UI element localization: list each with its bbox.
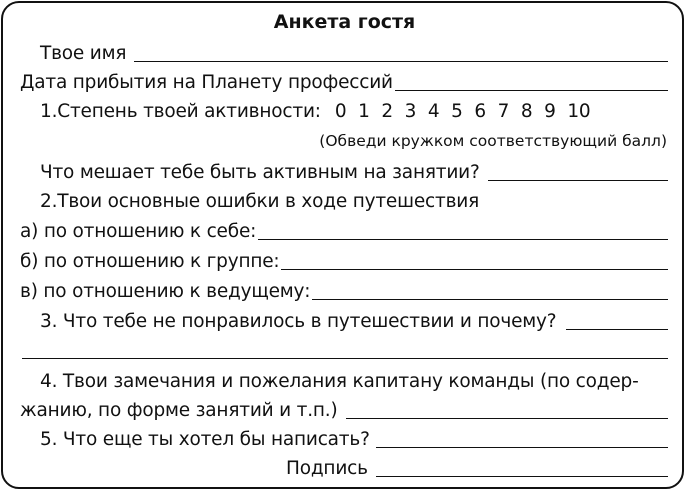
- activity-row: [40, 100, 668, 124]
- mistakes-group-label: б) по отношению к группе:: [20, 251, 280, 272]
- remarks-question-line1: 4. Твои замечания и пожелания капитану команды (по содер-: [40, 371, 639, 392]
- activity-question: 1.Степень твоей активности:: [40, 101, 321, 122]
- arrival-label: Дата прибытия на Планету профессий: [20, 72, 393, 93]
- dislike-question: 3. Что тебе не понравилось в путешествии и почему?: [40, 311, 557, 332]
- signature-label: Подпись: [286, 458, 368, 479]
- arrival-date-field[interactable]: [395, 89, 668, 91]
- mistakes-question: 2.Твои основные ошибки в ходе путешествия: [40, 191, 480, 212]
- name-field[interactable]: [134, 60, 668, 62]
- mistakes-row: [40, 190, 668, 214]
- remarks-row-continued: [20, 399, 668, 423]
- extra-row: [40, 428, 668, 452]
- remarks-question-line2: жанию, по форме занятий и т.п.): [20, 400, 338, 421]
- dislike-field-continuation[interactable]: [22, 358, 668, 359]
- mistakes-group-row: [20, 250, 668, 274]
- obstacle-field[interactable]: [488, 179, 668, 181]
- remarks-field[interactable]: [346, 417, 668, 419]
- form-title: Анкета гостя: [273, 11, 416, 33]
- extra-question: 5. Что еще ты хотел бы написать?: [40, 429, 370, 450]
- mistakes-group-field[interactable]: [281, 268, 668, 270]
- name-row: [40, 42, 668, 66]
- activity-instruction-note: (Обведи кружком соответствующий балл): [319, 132, 667, 150]
- arrival-row: [20, 71, 668, 95]
- mistakes-self-field[interactable]: [258, 238, 668, 240]
- obstacle-question: Что мешает тебе быть активным на занятии?: [40, 162, 480, 183]
- dislike-row: [40, 310, 668, 334]
- activity-score-scale[interactable]: 0 1 2 3 4 5 6 7 8 9 10: [334, 101, 591, 122]
- signature-field[interactable]: [376, 475, 668, 477]
- name-label: Твое имя: [40, 43, 127, 64]
- dislike-field[interactable]: [566, 328, 668, 330]
- mistakes-leader-label: в) по отношению к ведущему:: [20, 281, 311, 302]
- obstacle-row: [40, 161, 668, 185]
- remarks-row: [40, 370, 668, 394]
- mistakes-self-label: а) по отношению к себе:: [20, 221, 257, 242]
- signature-row: [286, 457, 668, 481]
- mistakes-self-row: [20, 220, 668, 244]
- mistakes-leader-row: [20, 280, 668, 304]
- mistakes-leader-field[interactable]: [312, 298, 668, 300]
- extra-field[interactable]: [376, 446, 668, 448]
